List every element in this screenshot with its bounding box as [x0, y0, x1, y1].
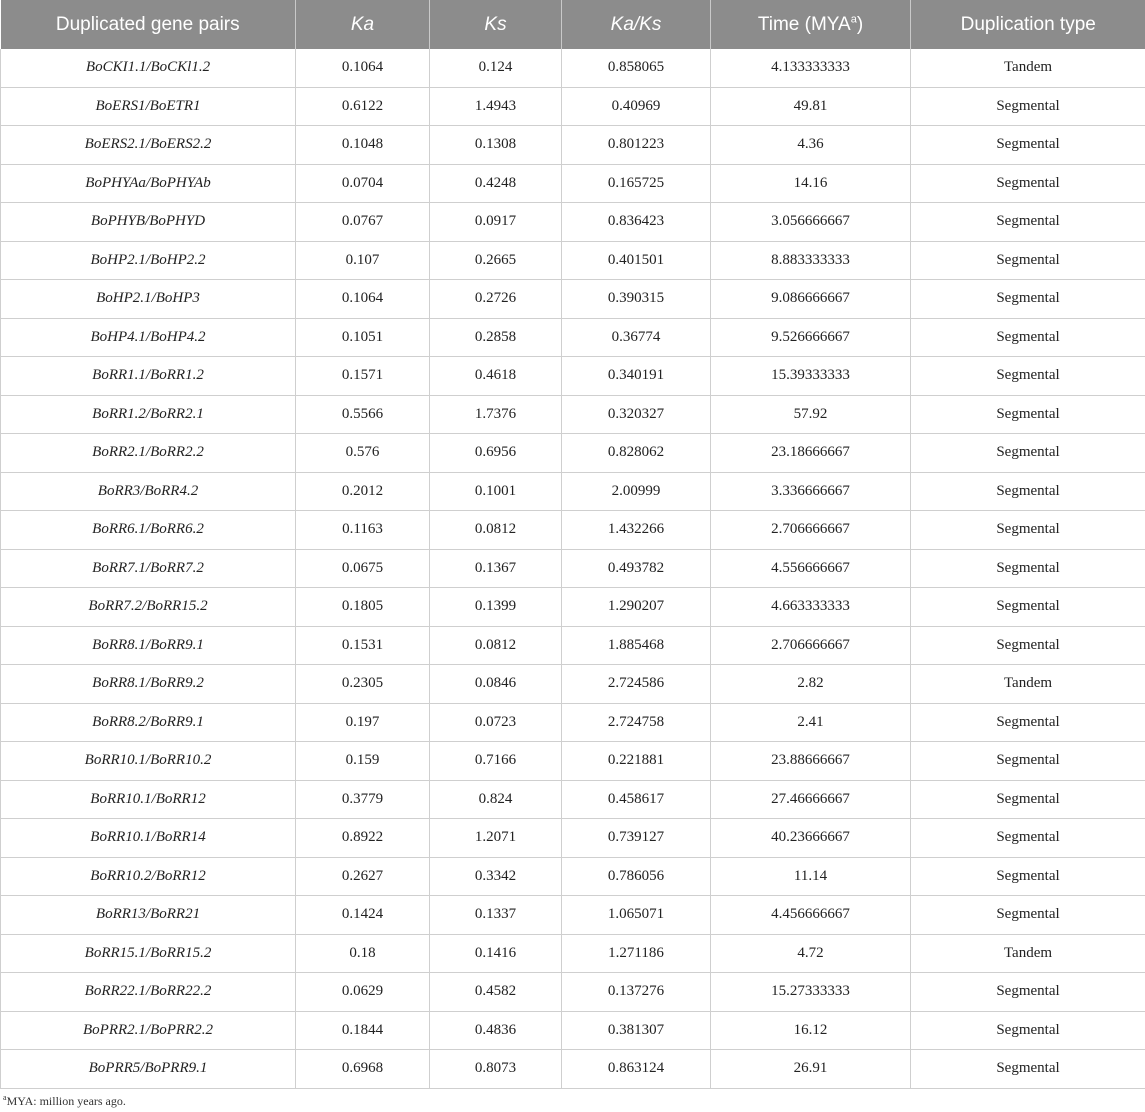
cell-duplication-type: Segmental — [911, 241, 1145, 280]
cell-ka-ks: 2.724586 — [562, 665, 711, 704]
cell-gene-pair: BoRR2.1/BoRR2.2 — [1, 434, 296, 473]
cell-ka-ks: 0.40969 — [562, 87, 711, 126]
table-footnote — [3, 1094, 126, 1109]
table-row — [1, 318, 1145, 357]
cell-gene-pair: BoRR7.1/BoRR7.2 — [1, 549, 296, 588]
table-row — [1, 549, 1145, 588]
cell-ka-ks: 0.863124 — [562, 1050, 711, 1089]
cell-ks: 1.7376 — [430, 395, 562, 434]
cell-time: 26.91 — [711, 1050, 911, 1089]
cell-gene-pair: BoRR3/BoRR4.2 — [1, 472, 296, 511]
table-row — [1, 934, 1145, 973]
cell-time: 9.526666667 — [711, 318, 911, 357]
table-row — [1, 742, 1145, 781]
cell-ka-ks: 2.00999 — [562, 472, 711, 511]
cell-ks: 0.0723 — [430, 703, 562, 742]
cell-ka: 0.1531 — [296, 626, 430, 665]
cell-time: 57.92 — [711, 395, 911, 434]
cell-time: 8.883333333 — [711, 241, 911, 280]
header-time-footnote-mark: a — [850, 13, 857, 26]
table-row — [1, 126, 1145, 165]
cell-ks: 0.4582 — [430, 973, 562, 1012]
cell-duplication-type: Segmental — [911, 511, 1145, 550]
cell-gene-pair: BoRR7.2/BoRR15.2 — [1, 588, 296, 627]
cell-ks: 0.6956 — [430, 434, 562, 473]
cell-ka-ks: 0.801223 — [562, 126, 711, 165]
cell-time: 11.14 — [711, 857, 911, 896]
cell-ka: 0.2012 — [296, 472, 430, 511]
cell-ks: 0.1337 — [430, 896, 562, 935]
cell-ks: 0.2665 — [430, 241, 562, 280]
cell-duplication-type: Segmental — [911, 896, 1145, 935]
cell-ks: 0.1416 — [430, 934, 562, 973]
cell-ks: 0.8073 — [430, 1050, 562, 1089]
cell-ks: 0.0846 — [430, 665, 562, 704]
cell-time: 2.706666667 — [711, 626, 911, 665]
cell-ka: 0.0675 — [296, 549, 430, 588]
cell-ka-ks: 0.786056 — [562, 857, 711, 896]
cell-time: 27.46666667 — [711, 780, 911, 819]
cell-gene-pair: BoRR8.1/BoRR9.2 — [1, 665, 296, 704]
cell-gene-pair: BoRR8.2/BoRR9.1 — [1, 703, 296, 742]
cell-ka: 0.6968 — [296, 1050, 430, 1089]
cell-time: 4.663333333 — [711, 588, 911, 627]
cell-duplication-type: Segmental — [911, 472, 1145, 511]
table-header-row — [1, 0, 1145, 49]
cell-duplication-type: Segmental — [911, 203, 1145, 242]
header-duplication-type: Duplication type — [911, 0, 1145, 49]
table-row — [1, 973, 1145, 1012]
header-time-close: ) — [856, 13, 864, 35]
table-row — [1, 626, 1145, 665]
cell-duplication-type: Segmental — [911, 857, 1145, 896]
cell-duplication-type: Segmental — [911, 126, 1145, 165]
cell-ks: 0.0812 — [430, 626, 562, 665]
cell-ks: 0.0812 — [430, 511, 562, 550]
cell-ka: 0.576 — [296, 434, 430, 473]
table-row — [1, 857, 1145, 896]
table-row — [1, 395, 1145, 434]
cell-ka: 0.1064 — [296, 280, 430, 319]
cell-duplication-type: Tandem — [911, 49, 1145, 87]
cell-gene-pair: BoRR10.1/BoRR10.2 — [1, 742, 296, 781]
header-ks: Ks — [430, 0, 562, 49]
cell-time: 4.456666667 — [711, 896, 911, 935]
cell-ks: 0.7166 — [430, 742, 562, 781]
cell-ka: 0.8922 — [296, 819, 430, 858]
table-row — [1, 472, 1145, 511]
table-row — [1, 703, 1145, 742]
cell-time: 3.056666667 — [711, 203, 911, 242]
cell-ks: 0.1001 — [430, 472, 562, 511]
cell-ka: 0.0629 — [296, 973, 430, 1012]
cell-ka: 0.1571 — [296, 357, 430, 396]
cell-ka-ks: 1.065071 — [562, 896, 711, 935]
cell-gene-pair: BoPRR2.1/BoPRR2.2 — [1, 1011, 296, 1050]
cell-ka-ks: 0.320327 — [562, 395, 711, 434]
header-time-label: Time (MYA — [757, 13, 851, 35]
cell-duplication-type: Segmental — [911, 87, 1145, 126]
header-time — [711, 0, 911, 49]
cell-gene-pair: BoRR10.1/BoRR14 — [1, 819, 296, 858]
cell-ks: 0.3342 — [430, 857, 562, 896]
header-ka: Ka — [296, 0, 430, 49]
footnote-mark: a — [3, 1093, 7, 1102]
cell-ka-ks: 1.290207 — [562, 588, 711, 627]
cell-ka-ks: 0.381307 — [562, 1011, 711, 1050]
table-row — [1, 357, 1145, 396]
cell-ka: 0.1051 — [296, 318, 430, 357]
table-row — [1, 434, 1145, 473]
cell-time: 14.16 — [711, 164, 911, 203]
cell-gene-pair: BoRR1.1/BoRR1.2 — [1, 357, 296, 396]
cell-ka: 0.107 — [296, 241, 430, 280]
cell-ks: 1.2071 — [430, 819, 562, 858]
cell-duplication-type: Segmental — [911, 395, 1145, 434]
cell-duplication-type: Segmental — [911, 780, 1145, 819]
cell-ka-ks: 0.401501 — [562, 241, 711, 280]
cell-ks: 0.1308 — [430, 126, 562, 165]
cell-ka: 0.2305 — [296, 665, 430, 704]
cell-time: 2.41 — [711, 703, 911, 742]
cell-gene-pair: BoERS1/BoETR1 — [1, 87, 296, 126]
cell-ka-ks: 0.739127 — [562, 819, 711, 858]
cell-ka-ks: 0.493782 — [562, 549, 711, 588]
cell-time: 2.706666667 — [711, 511, 911, 550]
cell-gene-pair: BoHP2.1/BoHP3 — [1, 280, 296, 319]
cell-ks: 0.4618 — [430, 357, 562, 396]
cell-ka-ks: 0.137276 — [562, 973, 711, 1012]
cell-ka-ks: 0.221881 — [562, 742, 711, 781]
cell-ka: 0.1163 — [296, 511, 430, 550]
table-body — [1, 49, 1145, 1088]
cell-gene-pair: BoRR13/BoRR21 — [1, 896, 296, 935]
table-row — [1, 87, 1145, 126]
cell-ka: 0.1048 — [296, 126, 430, 165]
table-row — [1, 665, 1145, 704]
cell-ka-ks: 0.458617 — [562, 780, 711, 819]
table-row — [1, 780, 1145, 819]
cell-gene-pair: BoPRR5/BoPRR9.1 — [1, 1050, 296, 1089]
table-row — [1, 819, 1145, 858]
cell-time: 40.23666667 — [711, 819, 911, 858]
cell-ka-ks: 0.390315 — [562, 280, 711, 319]
cell-time: 15.27333333 — [711, 973, 911, 1012]
cell-duplication-type: Tandem — [911, 665, 1145, 704]
cell-duplication-type: Segmental — [911, 164, 1145, 203]
cell-ks: 0.1367 — [430, 549, 562, 588]
cell-ks: 0.0917 — [430, 203, 562, 242]
cell-ka: 0.1424 — [296, 896, 430, 935]
table-row — [1, 588, 1145, 627]
cell-gene-pair: BoPHYB/BoPHYD — [1, 203, 296, 242]
cell-duplication-type: Segmental — [911, 549, 1145, 588]
cell-duplication-type: Segmental — [911, 280, 1145, 319]
table-row — [1, 511, 1145, 550]
cell-ks: 0.1399 — [430, 588, 562, 627]
cell-gene-pair: BoHP4.1/BoHP4.2 — [1, 318, 296, 357]
cell-ka-ks: 0.828062 — [562, 434, 711, 473]
header-gene-pairs: Duplicated gene pairs — [1, 0, 296, 49]
cell-duplication-type: Segmental — [911, 819, 1145, 858]
cell-ka-ks: 0.836423 — [562, 203, 711, 242]
cell-ks: 0.4836 — [430, 1011, 562, 1050]
cell-duplication-type: Segmental — [911, 973, 1145, 1012]
cell-duplication-type: Segmental — [911, 588, 1145, 627]
cell-gene-pair: BoRR6.1/BoRR6.2 — [1, 511, 296, 550]
cell-duplication-type: Segmental — [911, 357, 1145, 396]
cell-ka-ks: 0.36774 — [562, 318, 711, 357]
cell-duplication-type: Segmental — [911, 1050, 1145, 1089]
cell-ka: 0.1805 — [296, 588, 430, 627]
table-row — [1, 1011, 1145, 1050]
cell-ka-ks: 2.724758 — [562, 703, 711, 742]
cell-ka: 0.2627 — [296, 857, 430, 896]
cell-time: 49.81 — [711, 87, 911, 126]
cell-ka-ks: 1.271186 — [562, 934, 711, 973]
cell-time: 16.12 — [711, 1011, 911, 1050]
table-row — [1, 896, 1145, 935]
cell-time: 4.556666667 — [711, 549, 911, 588]
cell-ks: 1.4943 — [430, 87, 562, 126]
cell-gene-pair: BoRR1.2/BoRR2.1 — [1, 395, 296, 434]
cell-ka: 0.1064 — [296, 49, 430, 87]
table-row — [1, 164, 1145, 203]
cell-time: 15.39333333 — [711, 357, 911, 396]
cell-ka: 0.5566 — [296, 395, 430, 434]
cell-ks: 0.124 — [430, 49, 562, 87]
cell-gene-pair: BoPHYAa/BoPHYAb — [1, 164, 296, 203]
cell-time: 23.88666667 — [711, 742, 911, 781]
cell-time: 4.133333333 — [711, 49, 911, 87]
cell-ka: 0.3779 — [296, 780, 430, 819]
cell-ka-ks: 1.432266 — [562, 511, 711, 550]
cell-ka-ks: 0.340191 — [562, 357, 711, 396]
cell-time: 4.72 — [711, 934, 911, 973]
cell-gene-pair: BoHP2.1/BoHP2.2 — [1, 241, 296, 280]
cell-ks: 0.2858 — [430, 318, 562, 357]
cell-ks: 0.2726 — [430, 280, 562, 319]
cell-duplication-type: Segmental — [911, 1011, 1145, 1050]
cell-ka-ks: 0.165725 — [562, 164, 711, 203]
cell-gene-pair: BoRR10.1/BoRR12 — [1, 780, 296, 819]
cell-duplication-type: Tandem — [911, 934, 1145, 973]
table-row — [1, 203, 1145, 242]
cell-duplication-type: Segmental — [911, 703, 1145, 742]
cell-ka: 0.18 — [296, 934, 430, 973]
table-row — [1, 241, 1145, 280]
cell-duplication-type: Segmental — [911, 626, 1145, 665]
cell-gene-pair: BoRR22.1/BoRR22.2 — [1, 973, 296, 1012]
cell-time: 9.086666667 — [711, 280, 911, 319]
footnote-text: MYA: million years ago. — [6, 1094, 126, 1108]
cell-ka: 0.1844 — [296, 1011, 430, 1050]
cell-gene-pair: BoRR8.1/BoRR9.1 — [1, 626, 296, 665]
cell-time: 23.18666667 — [711, 434, 911, 473]
cell-time: 2.82 — [711, 665, 911, 704]
cell-ks: 0.4248 — [430, 164, 562, 203]
cell-time: 3.336666667 — [711, 472, 911, 511]
cell-ka: 0.197 — [296, 703, 430, 742]
cell-gene-pair: BoRR10.2/BoRR12 — [1, 857, 296, 896]
cell-duplication-type: Segmental — [911, 742, 1145, 781]
cell-ka: 0.0767 — [296, 203, 430, 242]
cell-ka: 0.6122 — [296, 87, 430, 126]
cell-ka: 0.159 — [296, 742, 430, 781]
header-ka-ks: Ka/Ks — [562, 0, 711, 49]
cell-ka: 0.0704 — [296, 164, 430, 203]
cell-duplication-type: Segmental — [911, 434, 1145, 473]
cell-gene-pair: BoERS2.1/BoERS2.2 — [1, 126, 296, 165]
cell-ka-ks: 0.858065 — [562, 49, 711, 87]
table-row — [1, 49, 1145, 87]
cell-gene-pair: BoRR15.1/BoRR15.2 — [1, 934, 296, 973]
cell-gene-pair: BoCKI1.1/BoCKl1.2 — [1, 49, 296, 87]
cell-duplication-type: Segmental — [911, 318, 1145, 357]
cell-ka-ks: 1.885468 — [562, 626, 711, 665]
cell-time: 4.36 — [711, 126, 911, 165]
table-row — [1, 280, 1145, 319]
table-row — [1, 1050, 1145, 1089]
cell-ks: 0.824 — [430, 780, 562, 819]
